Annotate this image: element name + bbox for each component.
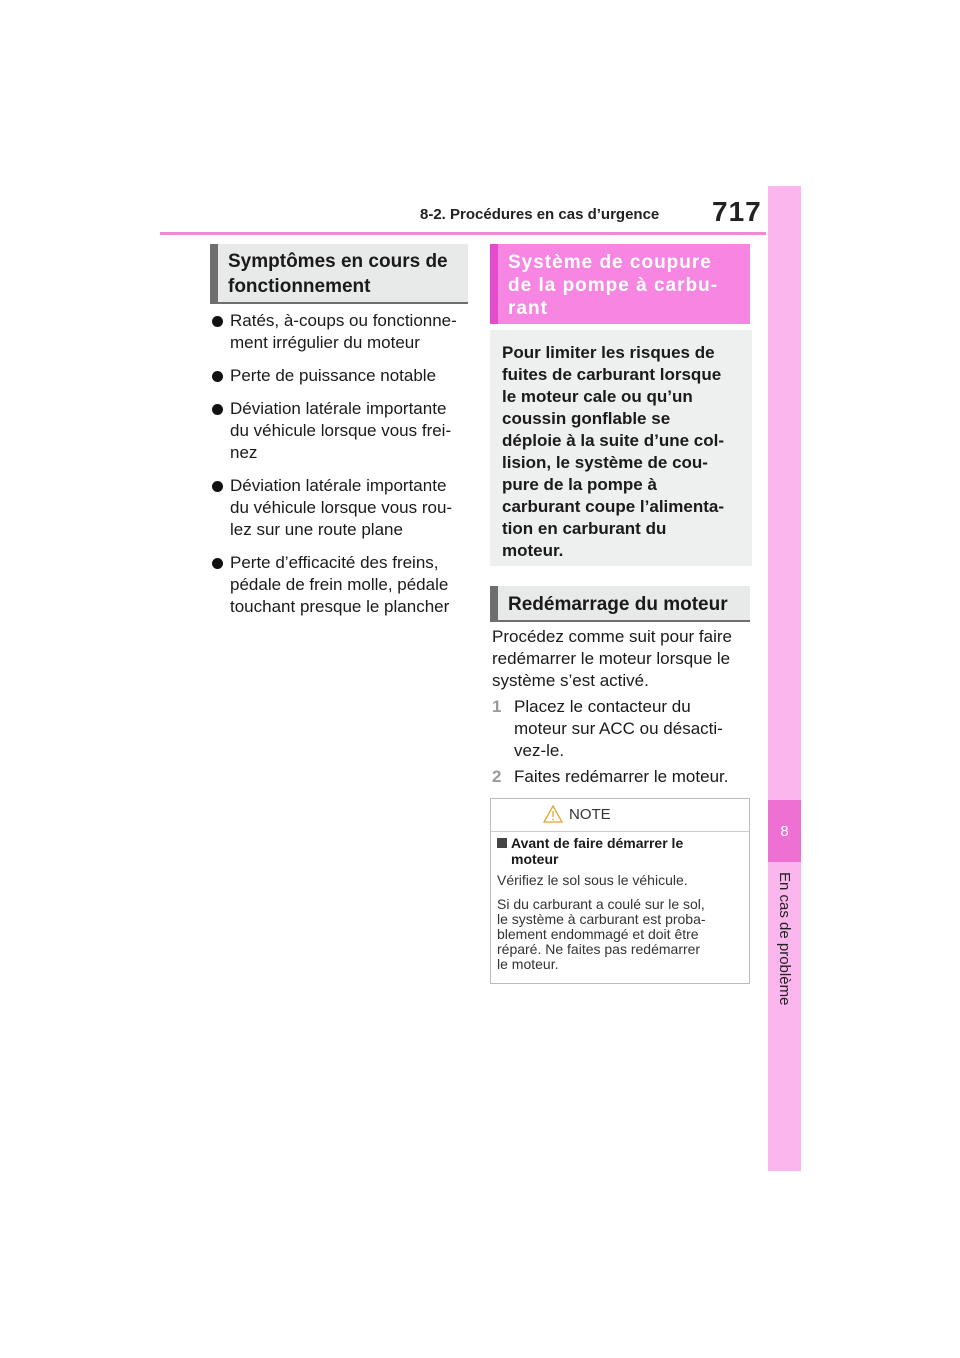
symptoms-list — [210, 310, 470, 629]
step-number: 1 — [492, 697, 502, 716]
chapter-title: En cas de problème — [776, 872, 793, 1006]
warning-triangle-icon — [543, 805, 563, 823]
chapter-number-badge: 8 — [768, 800, 801, 862]
chapter-side-tab — [768, 186, 801, 1171]
list-item: Perte d’efficacité des freins, pédale de frein molle, pédale touchant presque le plancher — [210, 552, 470, 618]
symptoms-heading: Symptômes en cours de fonctionnement — [210, 244, 468, 304]
list-item: Perte de puissance notable — [210, 365, 470, 387]
list-item: Déviation latérale importante du véhicule lorsque vous rou- lez sur une route plane — [210, 475, 470, 541]
list-item: Ratés, à-coups ou fonctionne- ment irrégulier du moteur — [210, 310, 470, 354]
bullet-icon — [212, 481, 223, 492]
fuel-pump-intro: Pour limiter les risques de fuites de carburant lorsque le moteur cale ou qu’un coussin gonflable se déploie à la suite d’une col- lision, le système de cou- pure de la pompe à carburant coupe l’alimenta- tion en carburant du moteur. — [490, 330, 752, 566]
step-number: 2 — [492, 767, 502, 786]
note-header — [491, 799, 749, 832]
fuel-pump-cutoff-heading: Système de coupure de la pompe à carbu- rant — [490, 244, 750, 324]
note-paragraph: Si du carburant a coulé sur le sol, le système à carburant est proba- blement endommagé et doit être réparé. Ne faites pas redémarrer le moteur. — [497, 896, 706, 972]
section-title: 8-2. Procédures en cas d’urgence — [420, 206, 660, 223]
note-subheading: Avant de faire démarrer le moteur — [497, 835, 737, 867]
note-paragraph: Vérifiez le sol sous le véhicule. — [497, 872, 688, 888]
note-label: NOTE — [569, 806, 611, 823]
bullet-icon — [212, 371, 223, 382]
page-number: 717 — [712, 196, 762, 227]
list-item: Déviation latérale importante du véhicule lorsque vous frei- nez — [210, 398, 470, 464]
restart-paragraph: Procédez comme suit pour faire redémarrer le moteur lorsque le système s’est activé. — [492, 627, 732, 690]
square-bullet-icon — [497, 838, 507, 848]
bullet-icon — [212, 404, 223, 415]
header-divider — [160, 232, 766, 235]
step-1: 1 Placez le contacteur du moteur sur ACC ou désacti- vez-le. — [492, 697, 723, 760]
note-box — [490, 798, 750, 984]
bullet-icon — [212, 558, 223, 569]
bullet-icon — [212, 316, 223, 327]
restart-heading: Redémarrage du moteur — [490, 586, 750, 622]
step-2: 2 Faites redémarrer le moteur. — [492, 767, 729, 786]
